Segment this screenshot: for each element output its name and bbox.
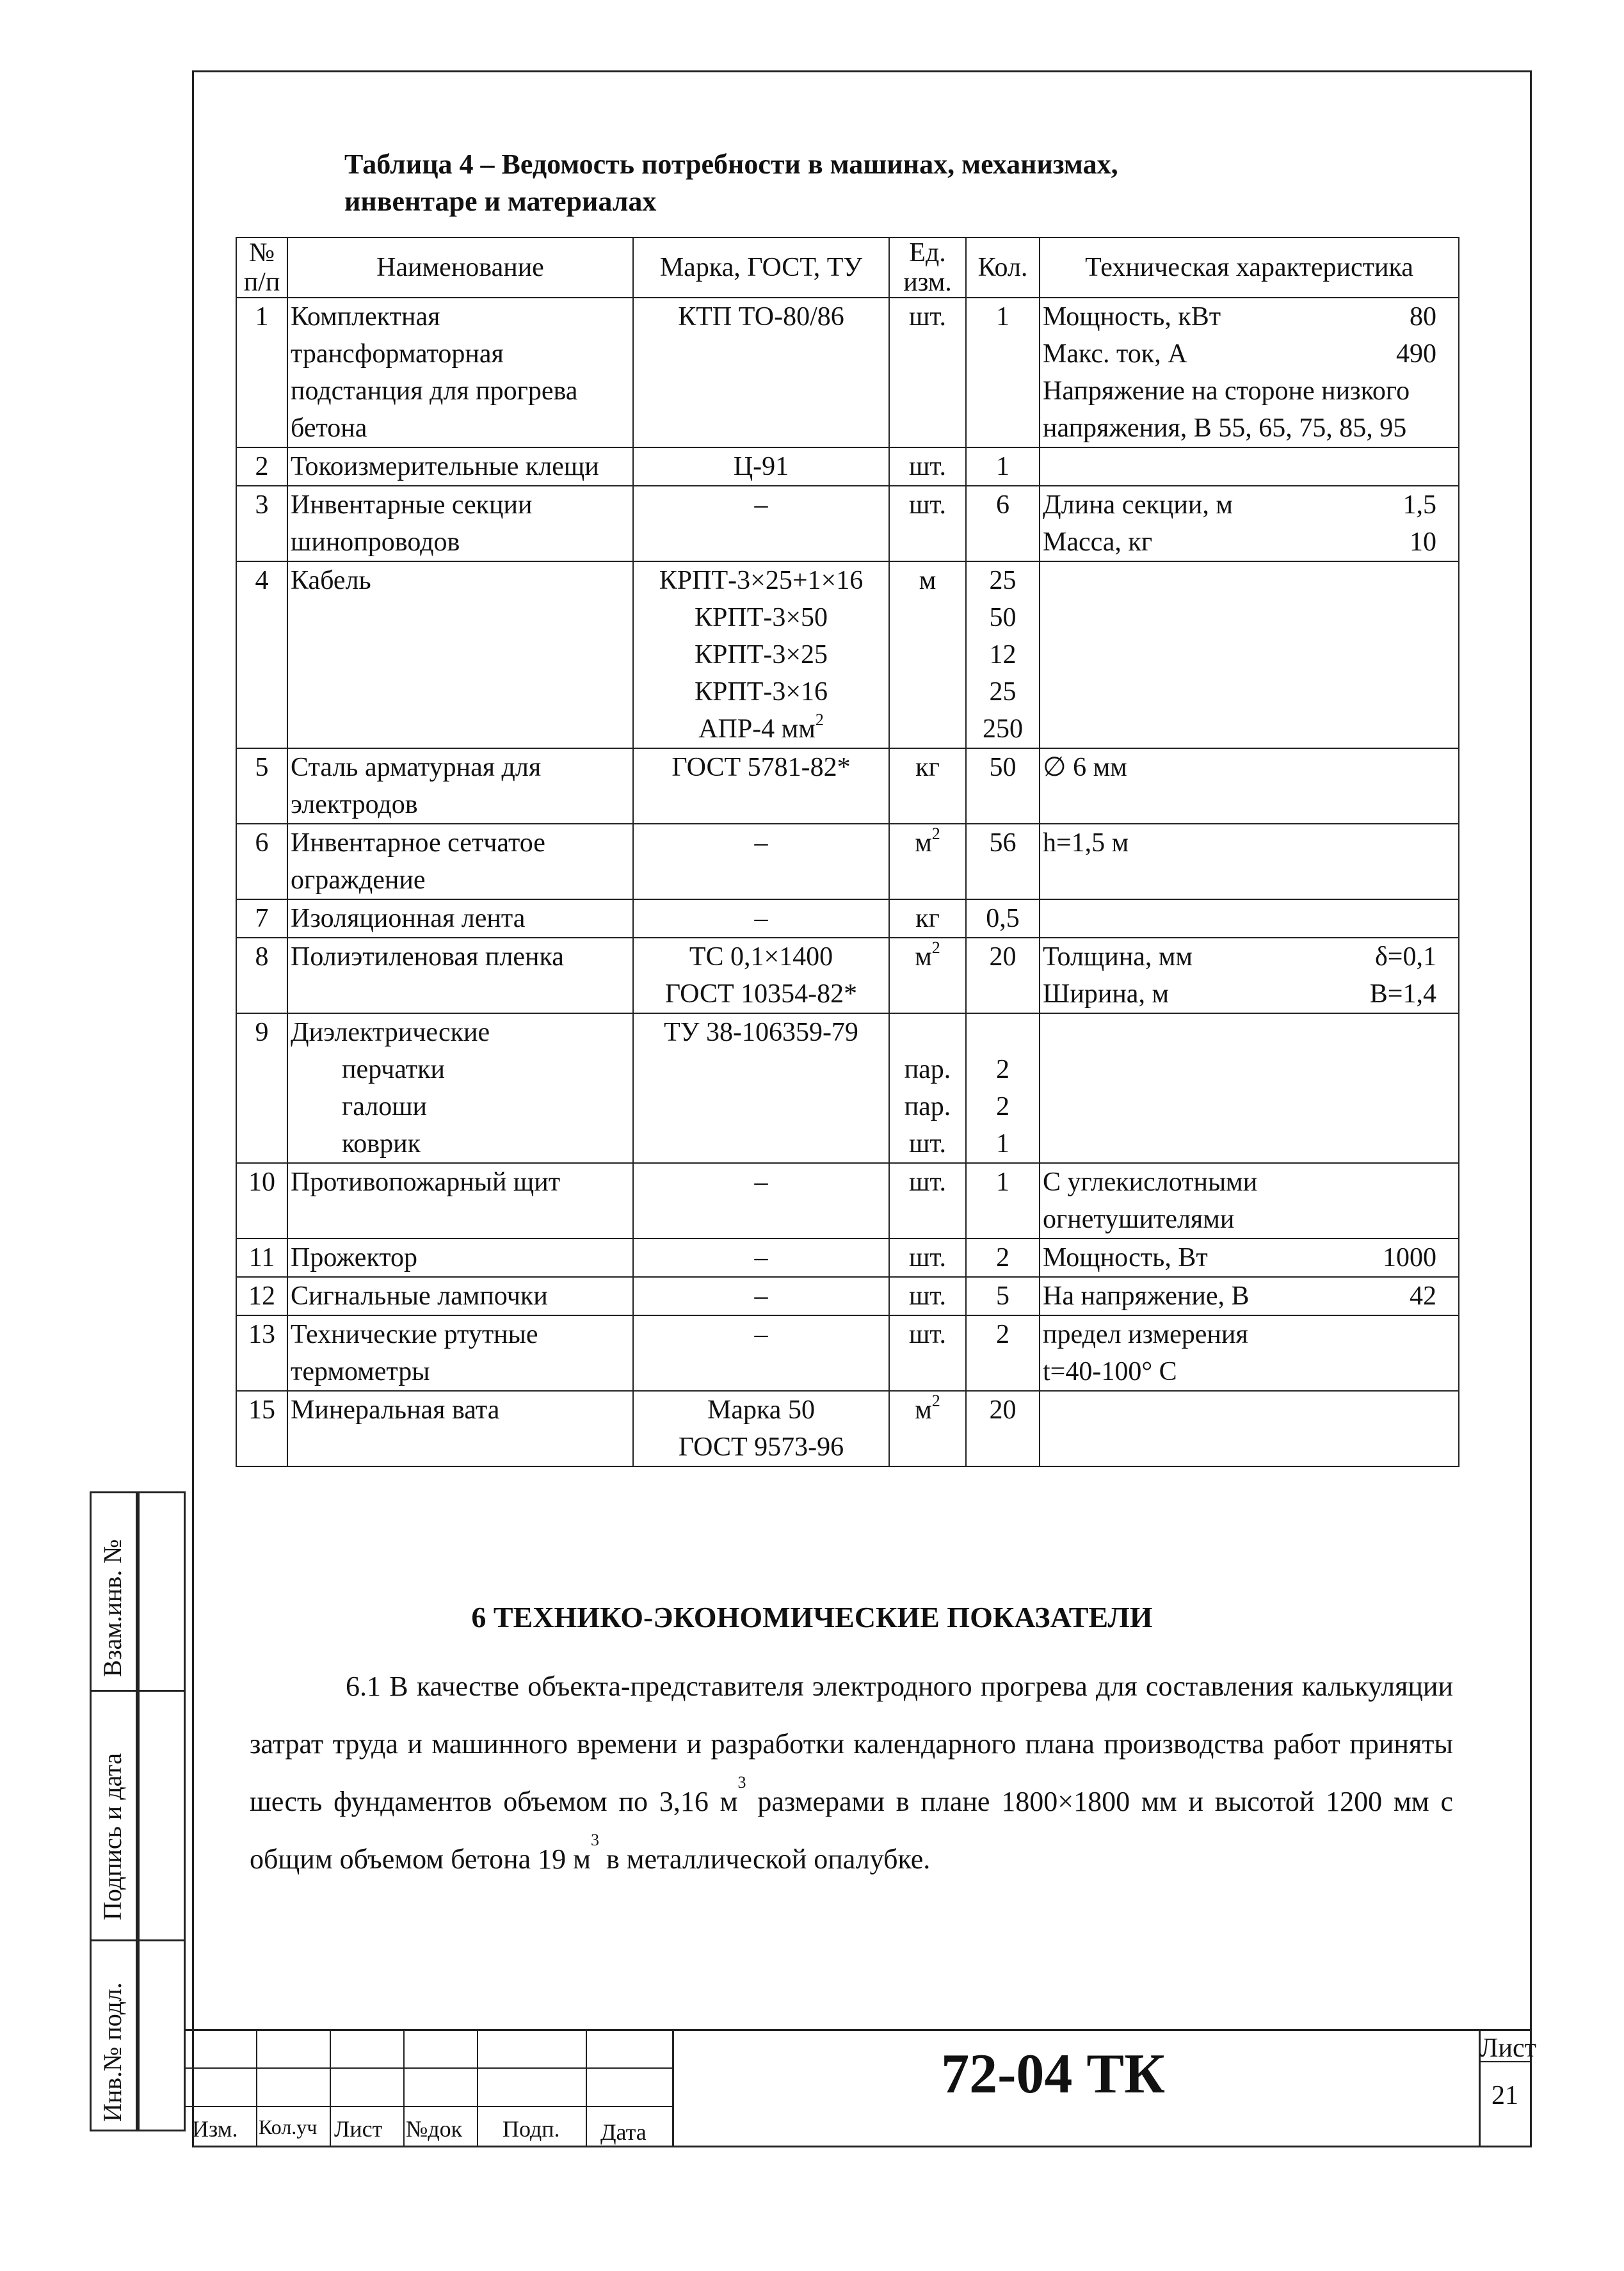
cell-name: Комплектная трансформаторная подстанция для прогрева бетона xyxy=(287,298,633,447)
table-row xyxy=(236,486,1459,561)
section-title: 6 ТЕХНИКО-ЭКОНОМИЧЕСКИЕ ПОКАЗАТЕЛИ xyxy=(471,1601,1153,1633)
cell-tech: Мощность, Вт 1000 xyxy=(1040,1239,1459,1277)
cell-tech: h=1,5 м xyxy=(1040,824,1459,899)
cell-name: Противопожарный щит xyxy=(287,1163,633,1239)
cell-mark: – xyxy=(633,1315,889,1391)
side-label-podpis: Подпись и дата xyxy=(98,1753,127,1920)
cell-qty: 6 xyxy=(966,486,1040,561)
cell-name: Сталь арматурная для электродов xyxy=(287,748,633,824)
cell-mark: КТП ТО-80/86 xyxy=(633,298,889,447)
header-tech: Техническая характеристика xyxy=(1040,237,1459,298)
table-row xyxy=(236,1391,1459,1466)
table-row xyxy=(236,561,1459,748)
cell-unit: шт. xyxy=(889,1163,966,1239)
table-row xyxy=(236,298,1459,447)
cell-qty: 2 xyxy=(966,1239,1040,1277)
header-num: № п/п xyxy=(236,237,287,298)
cell-name: Минеральная вата xyxy=(287,1391,633,1466)
cell-qty: 5 xyxy=(966,1277,1040,1315)
cell-num: 11 xyxy=(236,1239,287,1277)
cell-qty: 1 xyxy=(966,1163,1040,1239)
cell-qty: 56 xyxy=(966,824,1040,899)
cell-unit: шт. xyxy=(889,1277,966,1315)
cell-num: 9 xyxy=(236,1013,287,1163)
caption-line-1: Таблица 4 – Ведомость потребности в машинах, механизмах, xyxy=(344,148,1118,180)
cell-name: Полиэтиленовая пленка xyxy=(287,938,633,1013)
cell-mark: Ц-91 xyxy=(633,447,889,486)
stamp-izm: Изм. xyxy=(192,2116,238,2142)
cell-mark: – xyxy=(633,899,889,938)
paragraph-text: 6.1 В качестве объекта-представителя электродного прогрева для составления калькуляции затрат труда и машинного времени и разработки календарного плана производства работ приняты шесть фундаментов объемом по 3,16 $м^3$ размерами в плане 1800×1800 мм и высотой 1200 мм с общим объемом бетона 19 $м^3$ в металлической опалубке. xyxy=(250,1671,1453,1875)
cell-tech: С углекислотными огнетушителями xyxy=(1040,1163,1459,1239)
table-row xyxy=(236,824,1459,899)
side-stamp xyxy=(90,1491,186,2131)
cell-unit: шт. xyxy=(889,447,966,486)
cell-tech: предел измерения t=40-100° С xyxy=(1040,1315,1459,1391)
cell-qty: 2 xyxy=(966,1315,1040,1391)
cell-mark: КРПТ-3×25+1×16 КРПТ-3×50 КРПТ-3×25 КРПТ-3×16 АПР-4 $мм^2$ xyxy=(633,561,889,748)
table-row xyxy=(236,938,1459,1013)
stamp-kol: Кол.уч xyxy=(259,2115,318,2139)
cell-unit: кг xyxy=(889,748,966,824)
cell-mark: – xyxy=(633,824,889,899)
header-qty: Кол. xyxy=(966,237,1040,298)
cell-num: 8 xyxy=(236,938,287,1013)
cell-name: Токоизмерительные клещи xyxy=(287,447,633,486)
table-row xyxy=(236,1239,1459,1277)
cell-tech xyxy=(1040,899,1459,938)
cell-name: Сигнальные лампочки xyxy=(287,1277,633,1315)
cell-num: 12 xyxy=(236,1277,287,1315)
cell-unit: $м^2$ xyxy=(889,824,966,899)
document-code: 72-04 ТК xyxy=(941,2043,1165,2105)
cell-tech: На напряжение, В 42 xyxy=(1040,1277,1459,1315)
cell-unit: шт. xyxy=(889,298,966,447)
cell-num: 5 xyxy=(236,748,287,824)
cell-name: Кабель xyxy=(287,561,633,748)
cell-tech: ∅ 6 мм xyxy=(1040,748,1459,824)
cell-tech xyxy=(1040,1013,1459,1163)
cell-name: Инвентарное сетчатое ограждение xyxy=(287,824,633,899)
table-row xyxy=(236,748,1459,824)
requirements-table xyxy=(236,237,1459,1467)
table-row xyxy=(236,1013,1459,1163)
header-mark: Марка, ГОСТ, ТУ xyxy=(633,237,889,298)
cell-qty: 2 2 1 xyxy=(966,1013,1040,1163)
cell-qty: 1 xyxy=(966,298,1040,447)
cell-mark: ТС 0,1×1400 ГОСТ 10354-82* xyxy=(633,938,889,1013)
cell-unit: $м^2$ xyxy=(889,938,966,1013)
cell-mark: – xyxy=(633,1163,889,1239)
table-row xyxy=(236,1277,1459,1315)
cell-unit: пар. пар. шт. xyxy=(889,1013,966,1163)
stamp-data: Дата xyxy=(600,2119,647,2145)
cell-unit: кг xyxy=(889,899,966,938)
cell-mark: – xyxy=(633,486,889,561)
cell-unit: шт. xyxy=(889,486,966,561)
cell-qty: 20 xyxy=(966,1391,1040,1466)
cell-name: Инвентарные секции шинопроводов xyxy=(287,486,633,561)
table-row xyxy=(236,447,1459,486)
cell-mark: – xyxy=(633,1277,889,1315)
table-header-row xyxy=(236,237,1459,298)
cell-tech xyxy=(1040,1391,1459,1466)
cell-num: 4 xyxy=(236,561,287,748)
cell-name: Изоляционная лента xyxy=(287,899,633,938)
cell-tech xyxy=(1040,561,1459,748)
cell-mark: – xyxy=(633,1239,889,1277)
cell-num: 15 xyxy=(236,1391,287,1466)
cell-qty: 1 xyxy=(966,447,1040,486)
cell-mark: Марка 50 ГОСТ 9573-96 xyxy=(633,1391,889,1466)
table-caption xyxy=(344,146,1118,220)
cell-unit: м xyxy=(889,561,966,748)
header-name: Наименование xyxy=(287,237,633,298)
cell-mark: ТУ 38-106359-79 xyxy=(633,1013,889,1163)
cell-tech xyxy=(1040,447,1459,486)
cell-name: Прожектор xyxy=(287,1239,633,1277)
side-label-vzam: Взам.инв. № xyxy=(98,1539,127,1677)
cell-unit: шт. xyxy=(889,1239,966,1277)
stamp-podp: Подп. xyxy=(502,2116,560,2142)
table-row xyxy=(236,899,1459,938)
cell-num: 7 xyxy=(236,899,287,938)
section-paragraph xyxy=(250,1658,1453,1888)
cell-qty: 50 xyxy=(966,748,1040,824)
cell-tech: Мощность, кВт 80 Макс. ток, А 490 Напряжение на стороне низкого напряжения, В 55, 65, 75, 85, 95 xyxy=(1040,298,1459,447)
header-unit: Ед. изм. xyxy=(889,237,966,298)
cell-qty: 25 50 12 25 250 xyxy=(966,561,1040,748)
cell-tech: Длина секции, м 1,5 Масса, кг 10 xyxy=(1040,486,1459,561)
cell-tech: Толщина, мм δ=0,1 Ширина, м В=1,4 xyxy=(1040,938,1459,1013)
cell-name: Технические ртутные термометры xyxy=(287,1315,633,1391)
stamp-sheet-num: 21 xyxy=(1491,2081,1518,2110)
side-stamp-inner xyxy=(138,1491,186,2131)
cell-num: 3 xyxy=(236,486,287,561)
cell-mark: ГОСТ 5781-82* xyxy=(633,748,889,824)
cell-num: 13 xyxy=(236,1315,287,1391)
cell-num: 2 xyxy=(236,447,287,486)
caption-line-2: инвентаре и материалах xyxy=(344,186,657,217)
cell-num: 1 xyxy=(236,298,287,447)
side-label-inv: Инв.№ подл. xyxy=(98,1982,127,2122)
table-row xyxy=(236,1315,1459,1391)
cell-qty: 0,5 xyxy=(966,899,1040,938)
stamp-sheet-label: Лист xyxy=(1480,2034,1536,2063)
cell-num: 6 xyxy=(236,824,287,899)
stamp-list: Лист xyxy=(334,2116,383,2142)
cell-name: Диэлектрические перчатки галоши коврик xyxy=(287,1013,633,1163)
table-row xyxy=(236,1163,1459,1239)
cell-unit: шт. xyxy=(889,1315,966,1391)
cell-num: 10 xyxy=(236,1163,287,1239)
cell-unit: $м^2$ xyxy=(889,1391,966,1466)
cell-qty: 20 xyxy=(966,938,1040,1013)
stamp-ndok: №док xyxy=(406,2116,463,2142)
